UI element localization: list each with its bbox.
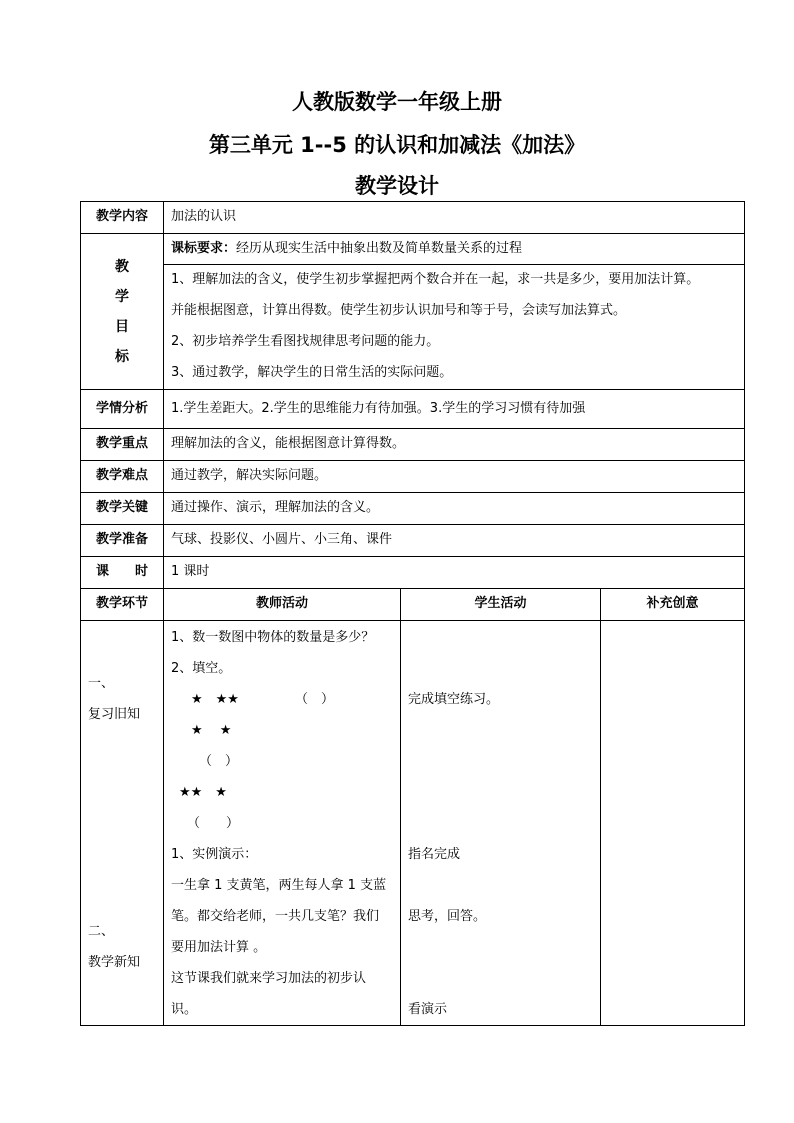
star-row — [171, 808, 393, 839]
value-difficulty: 通过教学，解决实际问题。 — [164, 461, 745, 493]
teacher-q2: 2、填空。 — [171, 660, 232, 676]
document-title: 人教版数学一年级上册 — [292, 90, 502, 114]
star-row2-stars: ★ ★ — [191, 722, 232, 738]
value-content: 加法的认识 — [164, 202, 745, 234]
student-activity-cell — [401, 621, 601, 1026]
process-body-row — [81, 621, 745, 1026]
row-key — [81, 493, 745, 525]
row-goals — [81, 265, 745, 390]
student-s3: 思考，回答。 — [408, 908, 487, 924]
goal-char: 标 — [115, 348, 129, 365]
label-analysis: 学情分析 — [81, 390, 164, 429]
value-analysis: 1.学生差距大。2.学生的思维能力有待加强。3.学生的学习习惯有待加强 — [164, 390, 745, 429]
label-key-point: 教学重点 — [81, 429, 164, 461]
teacher-demo-text: 要用加法计算 。 — [171, 939, 267, 955]
design-title: 教学设计 — [355, 174, 439, 198]
row-period — [81, 557, 745, 589]
goal-line: 1、理解加法的含义，使学生初步掌握把两个数合并在一起，求一共是多少，要用加法计算。 — [171, 272, 700, 287]
star-row3-blank: （ ） — [199, 753, 239, 769]
row-content — [81, 202, 745, 234]
star-row — [171, 746, 393, 777]
teacher-q1: 1、数一数图中物体的数量是多少？ — [171, 629, 375, 645]
student-s2: 指名完成 — [408, 846, 461, 862]
label-difficulty: 教学难点 — [81, 461, 164, 493]
star-row5-blank: （ ） — [187, 815, 240, 831]
star-row1-blank: （ ） — [295, 691, 335, 707]
header-extra: 补充创意 — [601, 589, 745, 621]
value-prep: 气球、投影仪、小圆片、小三角、课件 — [164, 525, 745, 557]
row-difficulty — [81, 461, 745, 493]
student-s1: 完成填空练习。 — [408, 691, 500, 707]
row-analysis — [81, 390, 745, 429]
goal-line: 3、通过教学，解决学生的日常生活的实际问题。 — [171, 365, 453, 380]
teacher-demo-text: 这节课我们就来学习加法的初步认 — [171, 970, 367, 986]
stage2-number: 二、 — [88, 924, 115, 939]
stage1-name: 复习旧知 — [88, 707, 141, 722]
teacher-activity-cell — [164, 621, 401, 1026]
star-row — [171, 684, 393, 715]
goal-line: 2、初步培养学生看图找规律思考问题的能力。 — [171, 334, 440, 349]
goal-line: 并能根据图意，计算出得数。使学生初步认识加号和等于号，会读写加法算式。 — [171, 303, 627, 318]
stage-cell — [81, 621, 164, 1026]
label-key: 教学关键 — [81, 493, 164, 525]
teacher-demo: 1、实例演示： — [171, 846, 258, 862]
row-prep — [81, 525, 745, 557]
goal-char: 目 — [115, 318, 129, 335]
row-key-point — [81, 429, 745, 461]
goal-char: 教 — [115, 258, 129, 275]
teacher-demo-text: 识。 — [171, 1001, 198, 1017]
teacher-demo-text: 笔。都交给老师，一共几支笔？我们 — [171, 908, 380, 924]
label-prep: 教学准备 — [81, 525, 164, 557]
value-key: 通过操作、演示，理解加法的含义。 — [164, 493, 745, 525]
star-row4-stars: ★★ ★ — [179, 784, 227, 800]
label-content: 教学内容 — [81, 202, 164, 234]
student-s4: 看演示 — [408, 1001, 448, 1017]
curriculum-text: 经历从现实生活中抽象出数及简单数量关系的过程 — [236, 240, 523, 256]
lesson-plan-table — [80, 201, 745, 1026]
value-period: 1 课时 — [164, 557, 745, 589]
star-row — [171, 715, 393, 746]
header-stage: 教学环节 — [81, 589, 164, 621]
value-key-point: 理解加法的含义，能根据图意计算得数。 — [164, 429, 745, 461]
star-row1-stars: ★ ★★ — [191, 691, 239, 707]
goal-char: 学 — [115, 288, 129, 305]
extra-cell — [601, 621, 745, 1026]
curriculum-label: 课标要求： — [171, 240, 237, 256]
curriculum-requirement — [164, 234, 745, 265]
row-curriculum — [81, 234, 745, 265]
process-header-row — [81, 589, 745, 621]
stage2-name: 教学新知 — [88, 955, 141, 970]
stage1-number: 一、 — [88, 676, 115, 691]
header-teacher: 教师活动 — [164, 589, 401, 621]
header-student: 学生活动 — [401, 589, 601, 621]
label-goals — [81, 234, 164, 390]
star-row — [171, 777, 393, 808]
unit-title: 第三单元 1--5 的认识和加减法《加法》 — [208, 133, 586, 157]
label-period: 课 时 — [81, 557, 164, 589]
teacher-demo-text: 一生拿 1 支黄笔，两生每人拿 1 支蓝 — [171, 877, 387, 893]
goals-text — [164, 265, 745, 390]
